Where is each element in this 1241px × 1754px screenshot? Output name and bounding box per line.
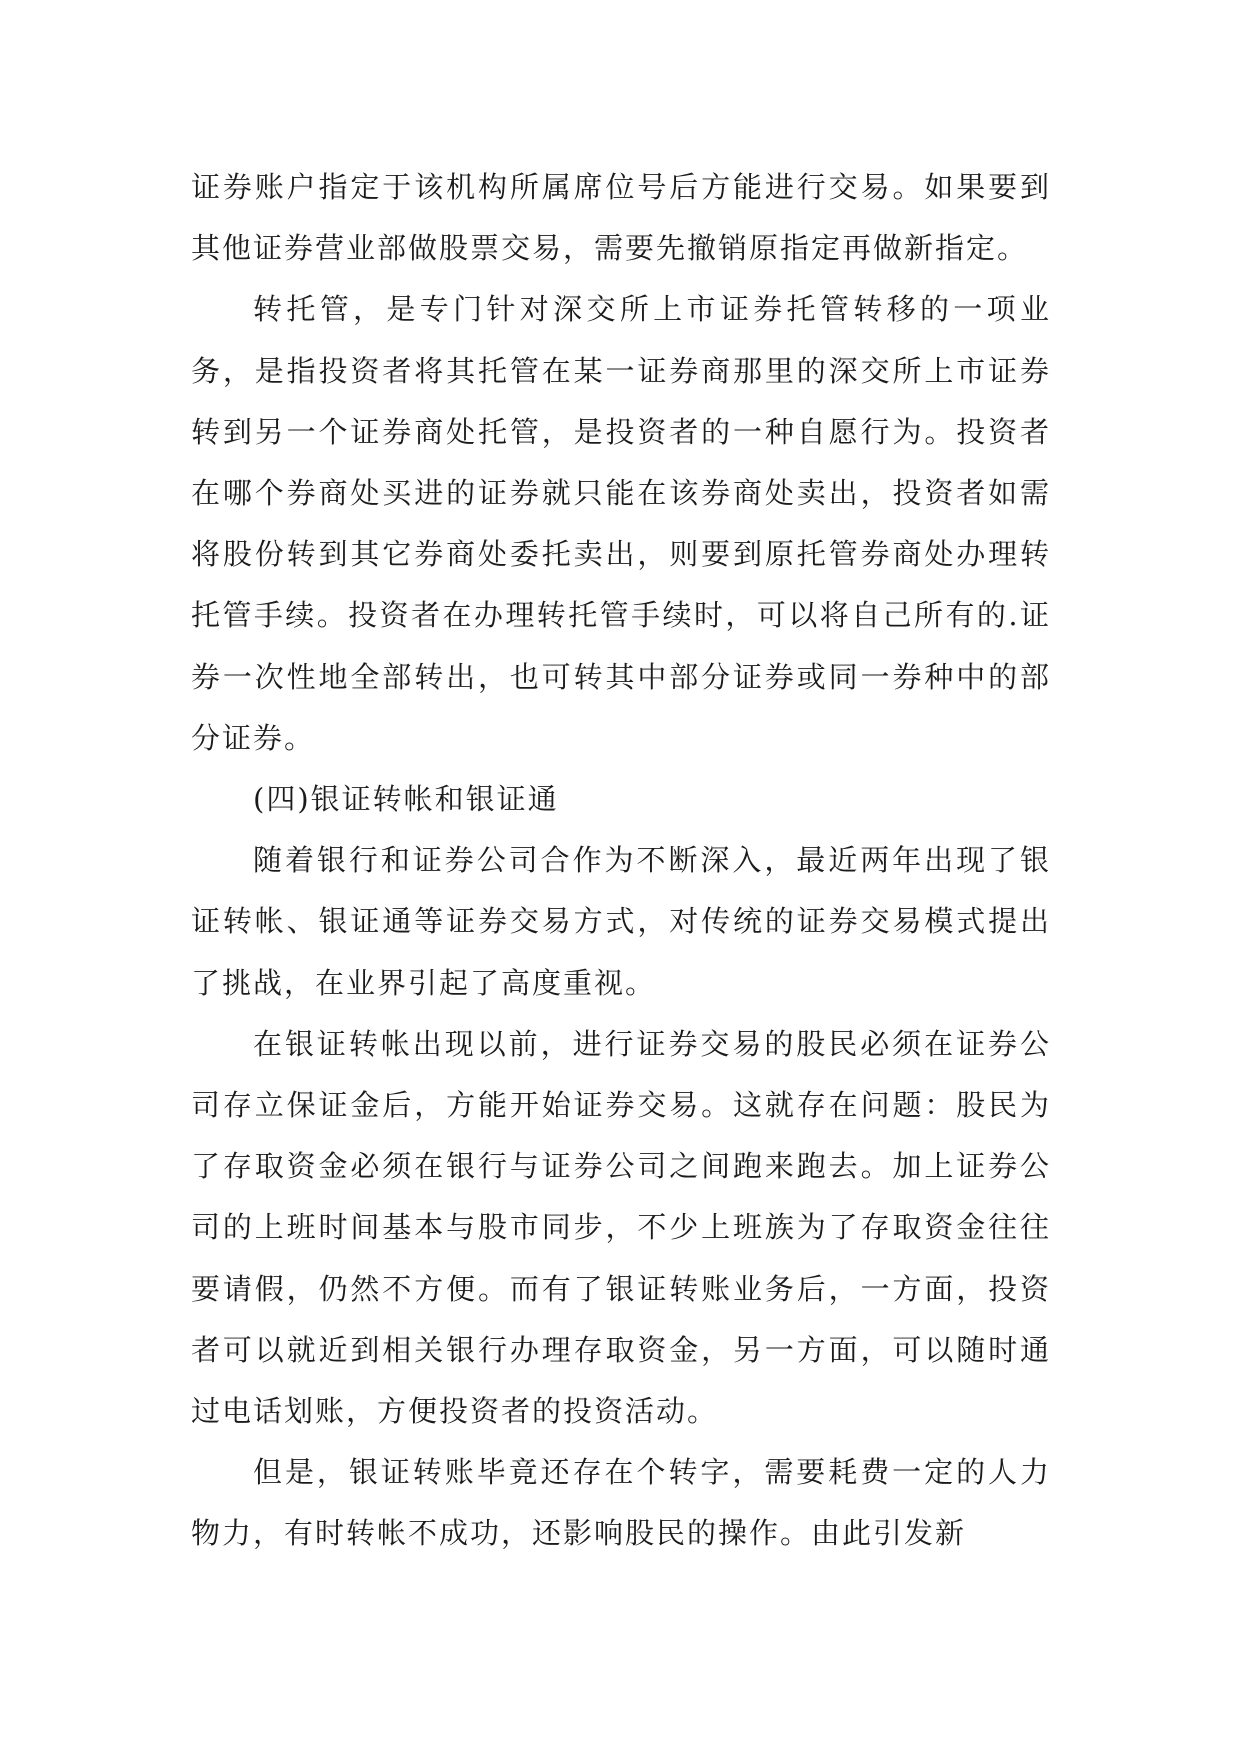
paragraph-3: 随着银行和证券公司合作为不断深入，最近两年出现了银证转帐、银证通等证券交易方式，对传统的证券交易模式提出了挑战，在业界引起了高度重视。 [191, 843, 1051, 1000]
section-heading: (四)银证转帐和银证通 [253, 782, 559, 817]
paragraph-5: 但是，银证转账毕竟还存在个转字，需要耗费一定的人力物力，有时转帐不成功，还影响股民的操作。由此引发新 [191, 1455, 1051, 1551]
document-body [191, 157, 1051, 1565]
paragraph-1: 证券账户指定于该机构所属席位号后方能进行交易。如果要到其他证券营业部做股票交易，需要先撤销原指定再做新指定。 [191, 170, 1051, 266]
paragraph-4: 在银证转帐出现以前，进行证券交易的股民必须在证券公司存立保证金后，方能开始证券交易。这就存在问题：股民为了存取资金必须在银行与证券公司之间跑来跑去。加上证券公司的上班时间基本与股市同步，不少上班族为了存取资金往往要请假，仍然不方便。而有了银证转账业务后，一方面，投资者可以就近到相关银行办理存取资金，另一方面，可以随时通过电话划账，方便投资者的投资活动。 [191, 1026, 1051, 1429]
paragraph-2: 转托管，是专门针对深交所上市证券托管转移的一项业务，是指投资者将其托管在某一证券商那里的深交所上市证券转到另一个证券商处托管，是投资者的一种自愿行为。投资者在哪个券商处买进的证券就只能在该券商处卖出，投资者如需将股份转到其它券商处委托卖出，则要到原托管券商处办理转托管手续。投资者在办理转托管手续时，可以将自己所有的.证券一次性地全部转出，也可转其中部分证券或同一券种中的部分证券。 [191, 292, 1051, 755]
